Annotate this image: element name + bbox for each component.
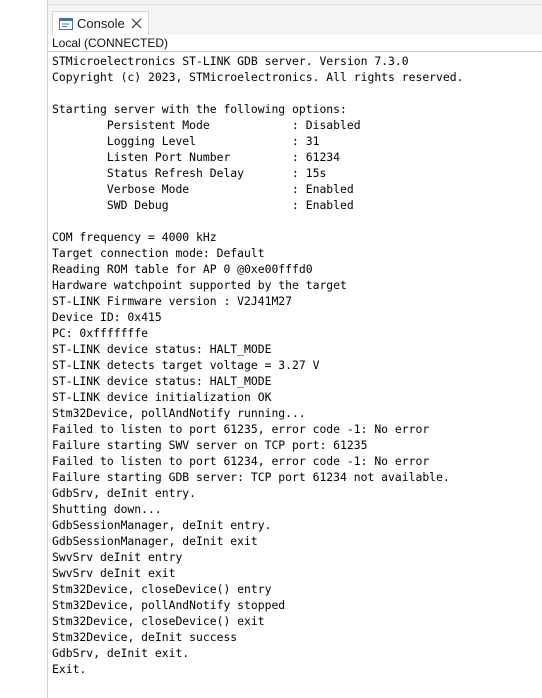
console-line: Stm32Device, deInit success (52, 630, 238, 644)
console-panel (48, 5, 542, 698)
console-line: Copyright (c) 2023, STMicroelectronics. All rights reserved. (52, 70, 464, 84)
console-line: Exit. (52, 662, 87, 676)
console-line: Stm32Device, closeDevice() exit (52, 614, 265, 628)
console-line: Device ID: 0x415 (52, 310, 162, 324)
console-line: ST-LINK device status: HALT_MODE (52, 342, 272, 356)
console-line: Failed to listen to port 61235, error code -1: No error (52, 422, 430, 436)
console-line: GdbSessionManager, deInit exit (52, 534, 258, 548)
console-line: ST-LINK device status: HALT_MODE (52, 374, 272, 388)
console-line: Stm32Device, pollAndNotify stopped (52, 598, 286, 612)
console-line: Shutting down... (52, 502, 162, 516)
left-gutter (0, 0, 48, 698)
console-line: Stm32Device, pollAndNotify running... (52, 406, 306, 420)
console-line: Status Refresh Delay : 15s (52, 166, 327, 180)
console-line: ST-LINK Firmware version : V2J41M27 (52, 294, 293, 308)
console-line: Stm32Device, closeDevice() entry (52, 582, 272, 596)
console-line: Hardware watchpoint supported by the target (52, 278, 347, 292)
close-icon[interactable] (131, 18, 142, 29)
console-line: ST-LINK detects target voltage = 3.27 V (52, 358, 320, 372)
console-line: SwvSrv deInit entry (52, 550, 183, 564)
console-line: GdbSrv, deInit exit. (52, 646, 190, 660)
console-line: Failure starting GDB server: TCP port 61234 not available. (52, 470, 450, 484)
tab-console-label: Console (77, 16, 125, 31)
console-line: SwvSrv deInit exit (52, 566, 176, 580)
console-output[interactable] (48, 52, 542, 677)
console-line: Failure starting SWV server on TCP port: 61235 (52, 438, 368, 452)
console-icon (59, 18, 73, 30)
console-line: ST-LINK device initialization OK (52, 390, 272, 404)
console-line: PC: 0xfffffffe (52, 326, 149, 340)
console-line: Starting server with the following options: (52, 102, 347, 116)
console-line: Listen Port Number : 61234 (52, 150, 341, 164)
console-line: GdbSessionManager, deInit entry. (52, 518, 272, 532)
tab-console[interactable] (52, 11, 149, 35)
tab-bar (48, 5, 542, 35)
console-line: SWD Debug : Enabled (52, 198, 354, 212)
connection-status: Local (CONNECTED) (48, 35, 542, 52)
console-line (52, 85, 542, 101)
console-line: COM frequency = 4000 kHz (52, 230, 217, 244)
console-line: GdbSrv, deInit entry. (52, 486, 197, 500)
console-line: Target connection mode: Default (52, 246, 265, 260)
console-line: Verbose Mode : Enabled (52, 182, 354, 196)
console-line: Logging Level : 31 (52, 134, 320, 148)
console-line (52, 213, 542, 229)
console-line: STMicroelectronics ST-LINK GDB server. Version 7.3.0 (52, 54, 409, 68)
console-line: Persistent Mode : Disabled (52, 118, 361, 132)
console-line: Reading ROM table for AP 0 @0xe00fffd0 (52, 262, 313, 276)
console-line: Failed to listen to port 61234, error code -1: No error (52, 454, 430, 468)
